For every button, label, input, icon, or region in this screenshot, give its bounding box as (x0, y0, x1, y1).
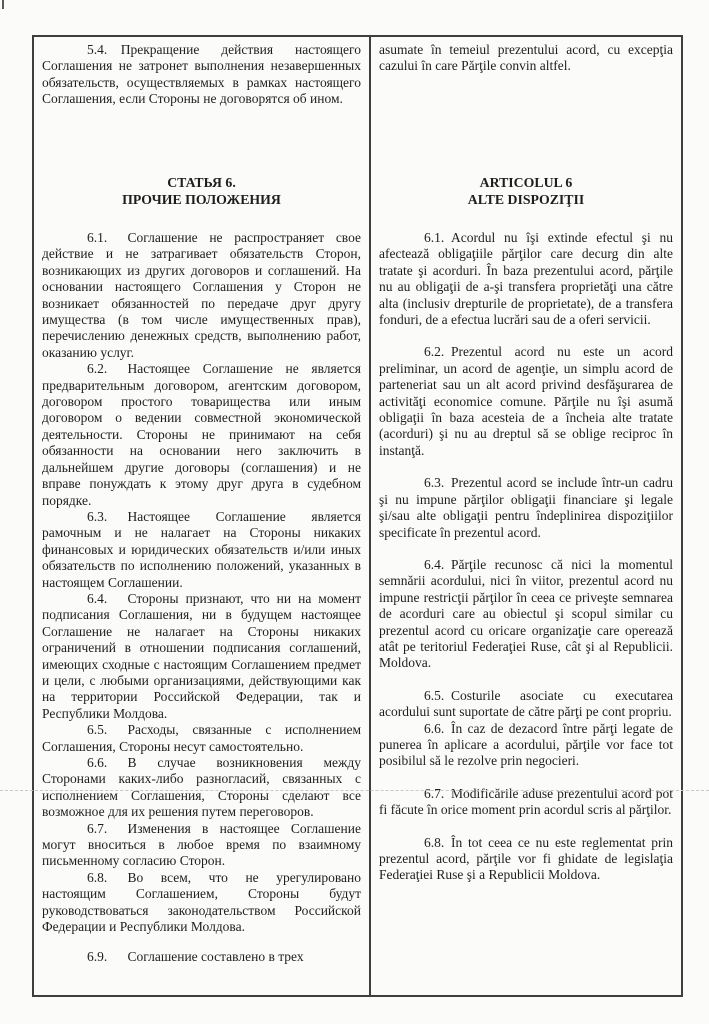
clause-6-1-ru: 6.1. Соглашение не распространяет свое действие и не затрагивает обязательств Сторон, возникающих из других договоров и соглашений. На основании настоящего Соглашения у Сторон не возникает обязанностей по передаче друг другу имущества (в том числе имущественных прав), перечислению денежных средств, выполнению работ, оказанию услуг. (42, 230, 361, 360)
clause-6-9-ru: 6.9. Соглашение составлено в трех (87, 949, 304, 965)
clause-6-5-ro: 6.5. Costurile asociate cu executarea acordului sunt suportate de către părţi pe cont propriu. (379, 687, 673, 720)
clause-6-7-ro: 6.7. Modificările aduse prezentului acord pot fi făcute în orice moment prin acordul scris al părţilor. (379, 785, 673, 818)
clause-6-2-ru: 6.2. Настоящее Соглашение не является предварительным договором, агентским договором, договором простого товарищества или иным договором о ведении совместной экономической деятельности. Стороны не принимают на себя обязанности на основании него заключить в дальнейшем другие договоры (соглашения) и не вправе понуждать к этому друг друга в судебном порядке. (42, 361, 361, 508)
russian-column (34, 37, 369, 995)
article-6-heading-ru-line2: ПРОЧИЕ ПОЛОЖЕНИЯ (122, 192, 281, 207)
clause-6-3-ru: 6.3. Настоящее Соглашение является рамочным и не налагает на Стороны никаких финансовых и юридических обязательств и/или иных обязательств по исполнению положений, указанных в настоящем Соглашении. (42, 508, 361, 590)
clause-6-8-ru: 6.8. Во всем, что не урегулировано настоящим Соглашением, Стороны будут руководствоваться законодательством Российской Федерации и Республики Молдова. (42, 869, 361, 935)
clause-6-3-ro: 6.3. Prezentul acord se include într-un cadru şi nu impune părţilor obligaţii financiare şi legale şi/sau alte obligaţii pentru îndeplinirea dispoziţiilor specificate în prezentul acord. (379, 475, 673, 540)
article-6-heading-ru-line1: СТАТЬЯ 6. (167, 175, 236, 190)
article-6-heading-ru (42, 174, 361, 208)
clause-6-1-ro: 6.1. Acordul nu îşi extinde efectul şi nu afectează obligaţiile părţilor care decurg din alte tratate şi acorduri. În baza prezentului acord, părţile nu au obligaţii de a-şi transfera proprietăţi una către alta (inclusiv drepturile de proprietate), de a transfera fonduri, de a efectua lucrări sau de a oferi servicii. (379, 230, 673, 328)
clause-6-7-ru: 6.7. Изменения в настоящее Соглашение могут вноситься в любое время по взаимному письменному согласию Сторон. (42, 820, 361, 869)
romanian-column (369, 37, 681, 995)
clause-5-4-ro: asumate în temeiul prezentului acord, cu excepţia cazului în care Părţile convin altfel. (379, 42, 673, 74)
bilingual-agreement-table (32, 35, 683, 997)
clause-6-4-ro: 6.4. Părţile recunosc că nici la momentul semnării acordului, nici în viitor, prezentul acord nu impune restricţii părţilor în ceea ce priveşte semnarea de acorduri care au obiectul şi scopul similar cu prezentul acord cu oricare organizaţie care operează atât pe teritoriul Federaţiei Ruse, cât şi al Republicii. Moldova. (379, 556, 673, 671)
clause-6-6-ro: 6.6. În caz de dezacord între părţi legate de punerea în aplicare a acordului, părţile vor face tot posibilul să le rezolve prin negocieri. (379, 720, 673, 769)
clause-6-4-ru: 6.4. Стороны признают, что ни на момент подписания Соглашения, ни в будущем настоящее Соглашение не налагает на Стороны никаких ограничений в отношении подписания соглашений, имеющих сходные с настоящим Соглашением предмет и цели, с любыми организациями, действующими как на территории Российской Федерации, так и Республики Молдова. (42, 590, 361, 721)
clause-6-6-ru: 6.6. В случае возникновения между Сторонами каких-либо разногласий, связанных с исполнением Соглашения, Стороны сделают все возможное для их решения путем переговоров. (42, 755, 361, 820)
article-6-heading-ro (379, 174, 673, 208)
scan-edge-artifact (2, 0, 4, 9)
clause-6-2-ro: 6.2. Prezentul acord nu este un acord preliminar, un acord de agenţie, un simplu acord de parteneriat sau un alt acord privind desfăşurarea de activităţi economice comune. Părţile nu îşi asumă obligaţii în baza acesteia de a încheia alte tratate (acorduri) şi nu au dreptul să se oblige reciproc în instanţă. (379, 344, 673, 458)
clause-5-4-block-ro (379, 42, 673, 174)
clause-6-8-ro: 6.8. În tot ceea ce nu este reglementat prin prezentul acord, părţile vor fi ghidate de legislaţia Federaţiei Ruse şi a Republicii Moldova. (379, 834, 673, 883)
clause-6-5-ru: 6.5. Расходы, связанные с исполнением Соглашения, Стороны несут самостоятельно. (42, 722, 361, 754)
clause-5-4-block-ru (42, 42, 361, 174)
article-6-heading-ro-line2: ALTE DISPOZIŢII (467, 192, 585, 207)
article-6-heading-ro-line1: ARTICOLUL 6 (479, 175, 573, 190)
clause-5-4-ru: 5.4. Прекращение действия настоящего Соглашения не затронет выполнения незавершенных обязательств, осуществляемых в рамках настоящего Соглашения, если Стороны не договорятся об ином. (42, 42, 361, 107)
